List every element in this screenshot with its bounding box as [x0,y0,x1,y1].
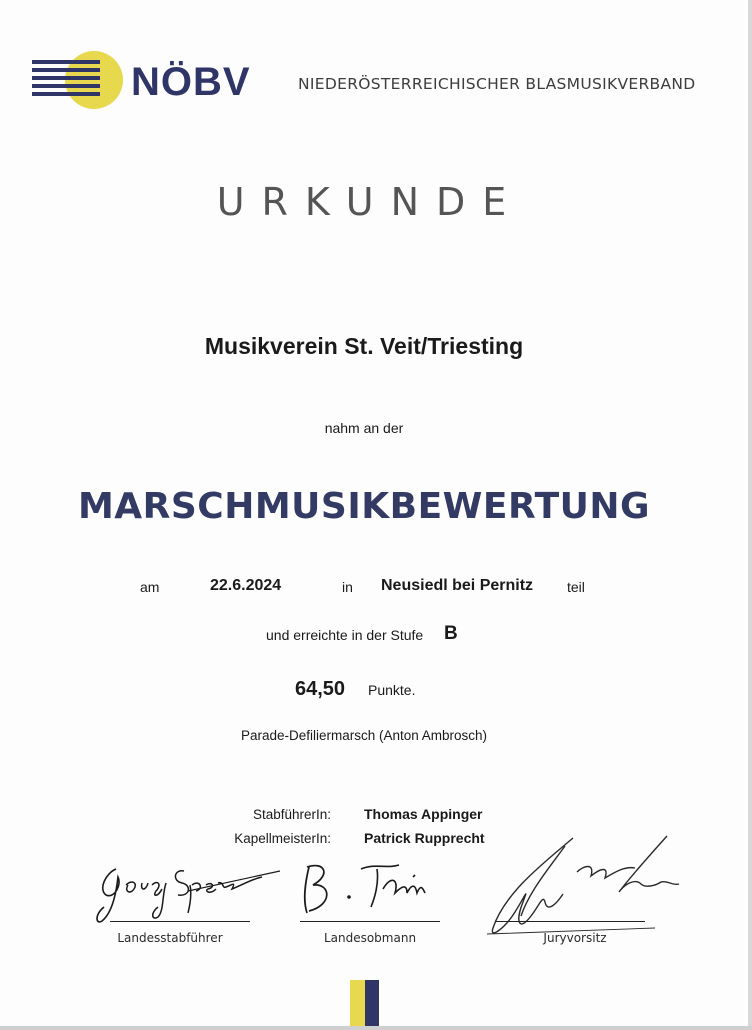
teil-label: teil [567,579,585,595]
signature-caption-middle: Landesobmann [323,931,417,945]
page-edge-right [748,0,752,1030]
march-piece: Parade-Defiliermarsch (Anton Ambrosch) [240,728,488,743]
signature-right-icon [485,832,685,942]
club-name: Musikverein St. Veit/Triesting [204,333,524,359]
stabfuehrer-name: Thomas Appinger [364,806,483,822]
event-location: Neusiedl bei Pernitz [381,577,534,594]
logo-wordmark: NÖBV [131,60,251,104]
page-edge-bottom [0,1026,752,1030]
signature-caption-left: Landesstabführer [117,931,223,945]
signature-line-left [110,921,250,922]
stufe-text: und erreichte in der Stufe [266,627,424,643]
event-name: MARSCHMUSIKBEWERTUNG [77,486,651,527]
in-label: in [342,579,353,595]
organization-name: NIEDERÖSTERREICHISCHER BLASMUSIKVERBAND [298,75,696,93]
points-label: Punkte. [368,682,416,698]
event-date: 22.6.2024 [210,577,282,594]
kapellmeister-name: Patrick Rupprecht [364,830,485,846]
kapellmeister-label: KapellmeisterIn: [234,831,331,846]
flag-yellow-stripe [350,980,365,1030]
signature-left-icon [92,855,282,930]
certificate-title: URKUNDE [216,180,524,224]
signature-caption-right: Juryvorsitz [543,931,607,945]
took-part-text: nahm an der [324,420,404,436]
signature-middle-icon [295,853,445,923]
flag-blue-stripe [365,980,379,1030]
signature-line-middle [300,921,440,922]
signature-line-right [495,921,645,922]
am-label: am [140,579,160,595]
stufe-grade: B [444,623,458,644]
points-value: 64,50 [295,678,346,700]
stabfuehrer-label: StabführerIn: [252,807,331,822]
